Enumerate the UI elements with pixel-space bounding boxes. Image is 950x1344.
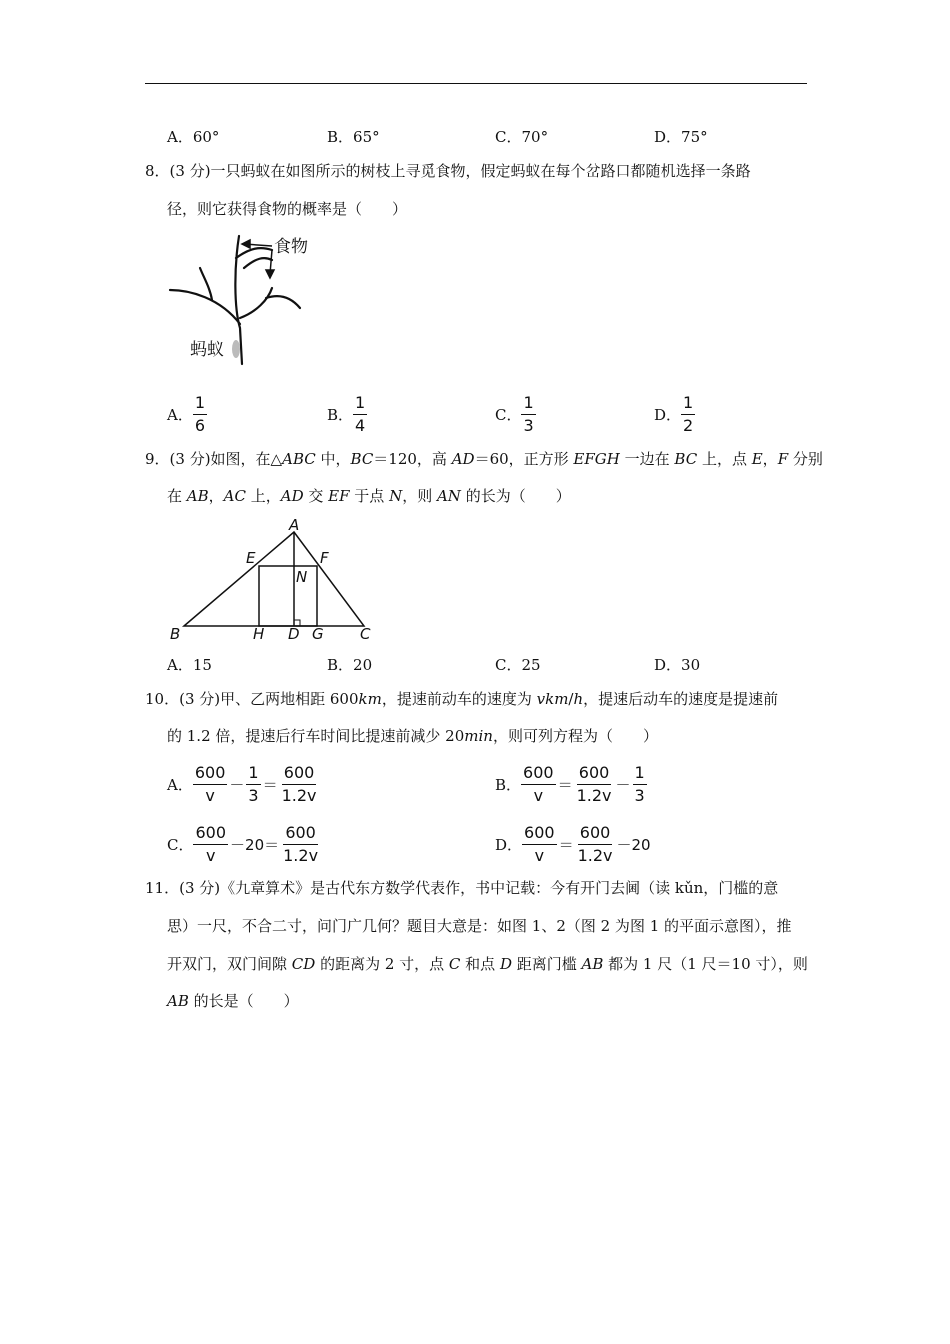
tree-branch-fork	[244, 258, 272, 268]
label-n: N	[296, 568, 308, 586]
label-g: G	[312, 625, 324, 643]
tree-branch-right-twig	[266, 296, 300, 308]
q8-stem-line2: 径，则它获得食物的概率是（ ）	[167, 200, 408, 218]
tree-branch-left	[170, 290, 240, 324]
label-h: H	[253, 625, 265, 643]
q9-option-a[interactable]: A．15	[167, 656, 212, 674]
q11-stem-line1: 11．(3 分)《九章算术》是古代东方数学代表作，书中记载：今有开门去阃（读 kǔn，门槛的意	[145, 879, 779, 897]
q8-option-d[interactable]: D． $\frac{1}{2}$	[654, 393, 694, 435]
q11-stem-line2: 思）一尺，不合二寸，问门广几何？题目大意是：如图 1、2（图 2 为图 1 的平面示意图），推	[167, 917, 792, 935]
q11-stem-line4: AB 的长是（ ）	[167, 992, 299, 1010]
header-rule	[145, 83, 807, 84]
q9-option-d[interactable]: D．30	[654, 656, 701, 674]
tree-branch-top	[236, 248, 272, 258]
q8-option-b[interactable]: B． $\frac{1}{4}$	[327, 393, 366, 435]
q8-stem-line1: 8．(3 分)一只蚂蚁在如图所示的树枝上寻觅食物，假定蚂蚁在每个岔路口都随机选择一条路	[145, 162, 751, 180]
q10-stem-line1: 10．(3 分)甲、乙两地相距 600km，提速前动车的速度为 vkm/h，提速后动车的速度是提速前	[145, 690, 779, 708]
q10-option-c[interactable]: C． $\frac{600}{v}$ －20＝ $\frac{600}{1.2v}$	[167, 823, 319, 865]
label-c: C	[360, 625, 371, 643]
label-a: A	[289, 518, 300, 534]
q9-stem-line1: 9．(3 分)如图，在△ABC 中，BC＝120，高 AD＝60，正方形 EFGH 一边在 BC 上，点 E，F 分别	[145, 450, 823, 468]
label-f: F	[320, 549, 329, 567]
q9-triangle-figure	[160, 518, 380, 646]
q10-option-b[interactable]: B． $\frac{600}{v}$ ＝ $\frac{600}{1.2v}$ － $\frac{1}{3}$	[495, 763, 645, 805]
label-d: D	[288, 625, 300, 643]
arrowhead-1	[242, 240, 250, 248]
q9-option-c[interactable]: C．25	[495, 656, 541, 674]
q7-option-c[interactable]: C．70°	[495, 128, 549, 146]
q7-option-b[interactable]: B．65°	[327, 128, 380, 146]
q10-stem-line2: 的 1.2 倍，提速后行车时间比提速前减少 20min，则可列方程为（ ）	[167, 727, 658, 745]
food-label: 食物	[274, 237, 308, 257]
q8-tree-figure	[160, 228, 330, 368]
arrowhead-2	[266, 270, 274, 278]
q8-option-c[interactable]: C． $\frac{1}{3}$	[495, 393, 534, 435]
label-b: B	[170, 625, 181, 643]
triangle-abc	[184, 532, 364, 626]
square-efgh	[259, 566, 317, 626]
q9-stem-line2: 在 AB，AC 上，AD 交 EF 于点 N，则 AN 的长为（ ）	[167, 487, 571, 505]
q11-stem-line3: 开双门，双门间隙 CD 的距离为 2 寸，点 C 和点 D 距离门槛 AB 都为 1 尺（1 尺＝10 寸），则	[167, 955, 808, 973]
ant-icon	[232, 340, 240, 358]
q10-option-d[interactable]: D． $\frac{600}{v}$ ＝ $\frac{600}{1.2v}$ －20	[495, 823, 651, 865]
tree-branch-right	[240, 288, 272, 318]
q7-option-d[interactable]: D．75°	[654, 128, 708, 146]
q8-option-a[interactable]: A． $\frac{1}{6}$	[167, 393, 206, 435]
q9-option-b[interactable]: B．20	[327, 656, 373, 674]
ant-label: 蚂蚁	[190, 340, 224, 360]
q10-option-a[interactable]: A． $\frac{600}{v}$ － $\frac{1}{3}$ ＝ $\frac{600}{1.2v}$	[167, 763, 317, 805]
label-e: E	[246, 549, 256, 567]
q7-option-a[interactable]: A．60°	[167, 128, 220, 146]
